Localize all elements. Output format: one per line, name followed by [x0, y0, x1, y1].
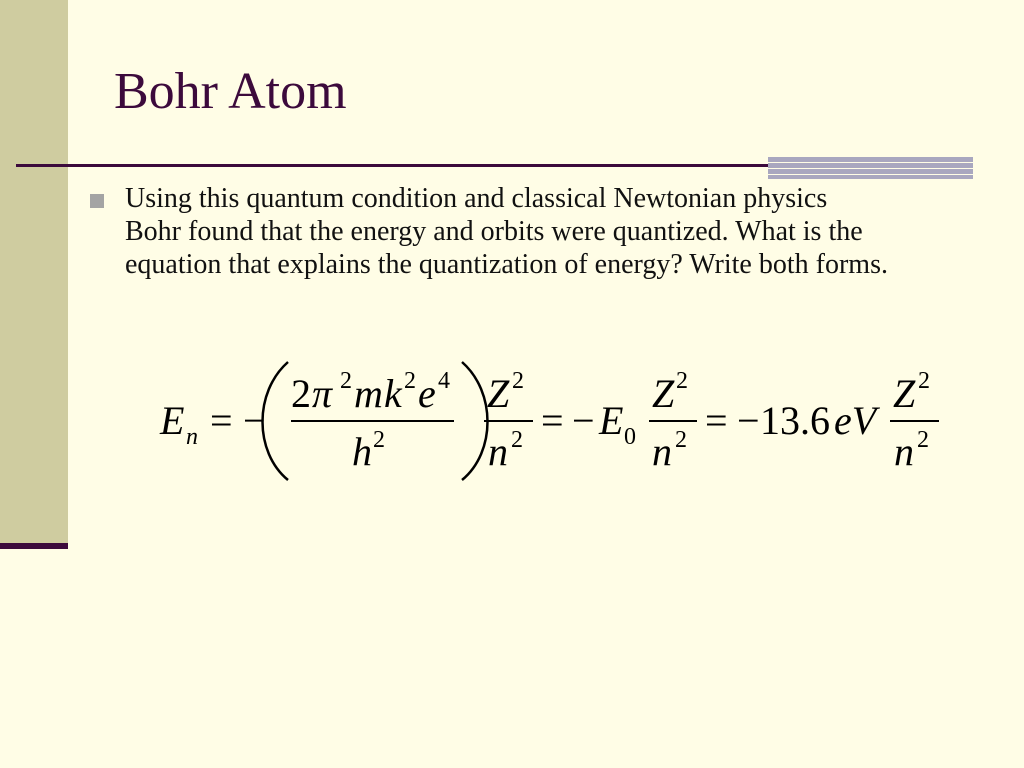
- bullet-square-icon: [90, 194, 104, 208]
- eq-h: h: [352, 429, 372, 474]
- eq-lhs-sub-n: n: [186, 424, 198, 450]
- eq-equals-1: =: [210, 398, 233, 443]
- eq-Z-2-exp: 2: [676, 368, 688, 394]
- eq-e: e: [418, 371, 436, 416]
- eq-Z-1: Z: [487, 371, 510, 416]
- side-band-decoration: [0, 0, 68, 545]
- eq-equals-2: =: [541, 398, 564, 443]
- eq-n-2: n: [652, 429, 672, 474]
- eq-energy-unit: eV: [834, 398, 877, 443]
- title-divider: [16, 164, 776, 167]
- eq-n-3-exp: 2: [917, 427, 929, 453]
- equation-svg: [156, 352, 956, 487]
- eq-k-exp: 2: [404, 368, 416, 394]
- eq-n-2-exp: 2: [675, 427, 687, 453]
- right-paren: [462, 362, 488, 480]
- eq-n-1-exp: 2: [511, 427, 523, 453]
- eq-E0: E: [599, 398, 624, 443]
- eq-n-3: n: [894, 429, 914, 474]
- eq-equals-3: =: [705, 398, 728, 443]
- eq-minus-2: −: [572, 398, 595, 443]
- eq-m: m: [354, 371, 383, 416]
- slide-title: Bohr Atom: [114, 63, 347, 120]
- eq-h-exp: 2: [373, 427, 385, 453]
- eq-Z-3: Z: [893, 371, 916, 416]
- left-paren: [263, 362, 289, 480]
- eq-pi-exp: 2: [340, 368, 352, 394]
- energy-equation: [156, 352, 956, 487]
- title-accent-bars: [768, 157, 973, 179]
- eq-k: k: [384, 371, 402, 416]
- side-rule-decoration: [0, 543, 68, 549]
- eq-E0-sub: 0: [624, 424, 636, 450]
- eq-Z-2: Z: [652, 371, 675, 416]
- bullet-text: Using this quantum condition and classical Newtonian physics Bohr found that the energy and orbits were quantized. What is the equation that explains the quantization of energy? Write both forms.: [125, 183, 888, 280]
- eq-e-exp: 4: [438, 368, 450, 394]
- eq-Z-1-exp: 2: [512, 368, 524, 394]
- eq-energy-value: 13.6: [760, 398, 830, 443]
- eq-pi: π: [312, 371, 333, 416]
- eq-minus-1: −: [243, 398, 266, 443]
- eq-lhs-E: E: [160, 398, 185, 443]
- eq-coef-2: 2: [291, 371, 311, 416]
- eq-n-1: n: [488, 429, 508, 474]
- eq-minus-3: −: [737, 398, 760, 443]
- eq-Z-3-exp: 2: [918, 368, 930, 394]
- bullet-item: [90, 182, 890, 281]
